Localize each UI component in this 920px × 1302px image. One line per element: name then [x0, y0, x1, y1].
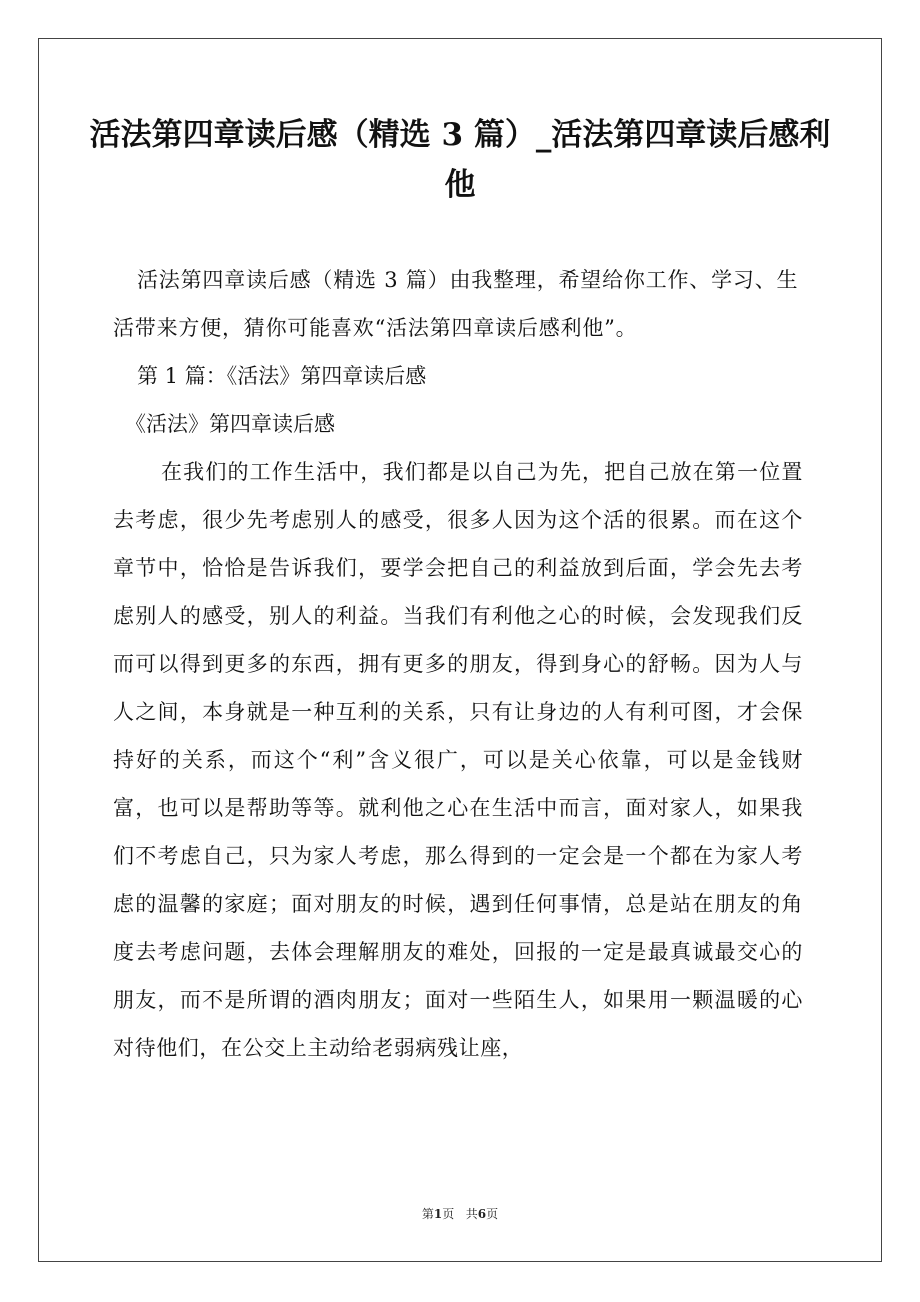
footer-page-suffix: 页 [442, 1207, 455, 1221]
chapter-heading: 第 1 篇：《活法》第四章读后感 [137, 364, 427, 388]
intro-paragraph: 活法第四章读后感（精选 3 篇）由我整理，希望给你工作、学习、生活带来方便，猜你可能喜欢“活法第四章读后感利他”。 [113, 268, 799, 340]
body-paragraph: 在我们的工作生活中，我们都是以自己为先，把自己放在第一位置去考虑，很少先考虑别人的感受，很多人因为这个活的很累。而在这个章节中，恰恰是告诉我们，要学会把自己的利益放到后面，学会先去考虑别人的感受，别人的利益。当我们有利他之心的时候，会发现我们反而可以得到更多的东西，拥有更多的朋友，得到身心的舒畅。因为人与人之间，本身就是一种互利的关系，只有让身边的人有利可图，才会保持好的关系，而这个“利”含义很广，可以是关心依靠，可以是金钱财富，也可以是帮助等等。就利他之心在生活中而言，面对家人，如果我们不考虑自己，只为家人考虑，那么得到的一定会是一个都在为家人考虑的温馨的家庭；面对朋友的时候，遇到任何事情，总是站在朋友的角度去考虑问题，去体会理解朋友的难处，回报的一定是最真诚最交心的朋友，而不是所谓的酒肉朋友；面对一些陌生人，如果用一颗温暖的心对待他们，在公交上主动给老弱病残让座， [113, 460, 803, 1060]
footer-total-suffix: 页 [486, 1207, 499, 1221]
footer-total-pages: 6 [477, 1207, 487, 1221]
sub-heading: 《活法》第四章读后感 [125, 412, 335, 436]
footer-page-number: 1 [433, 1207, 443, 1221]
document-content [113, 256, 803, 1072]
footer-total-prefix: 共 [465, 1207, 478, 1221]
document-title: 活法第四章读后感（精选 3 篇）_活法第四章读后感利他 [89, 117, 831, 203]
footer-page-prefix: 第 [421, 1207, 434, 1221]
page-footer [0, 1206, 920, 1222]
